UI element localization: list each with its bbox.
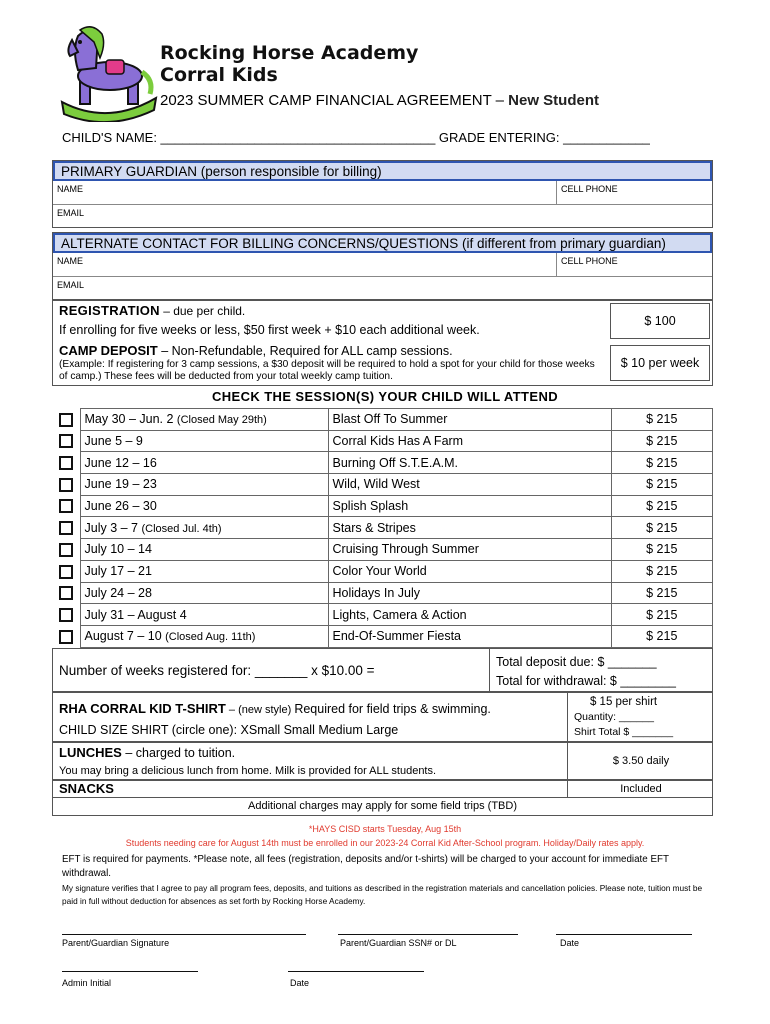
session-checkbox[interactable] (59, 630, 73, 644)
session-camp-name: End-Of-Summer Fiesta (328, 625, 611, 647)
primary-guardian-section (52, 160, 713, 228)
session-row (52, 517, 713, 539)
session-row (52, 409, 713, 431)
admin-initial-line[interactable] (62, 971, 198, 972)
shirt-title (59, 701, 491, 716)
lunches-title (59, 745, 235, 760)
session-checkbox-cell (52, 495, 80, 517)
session-camp-name: Corral Kids Has A Farm (328, 430, 611, 452)
registration-section (52, 300, 713, 386)
session-date: July 24 – 28 (84, 585, 152, 600)
lunches-price: $ 3.50 daily (567, 743, 714, 779)
session-price: $ 215 (611, 582, 713, 604)
session-date-cell (80, 409, 328, 431)
session-row (52, 560, 713, 582)
session-date-cell (80, 495, 328, 517)
session-closed-note: (Closed Aug. 11th) (165, 631, 256, 644)
session-row (52, 495, 713, 517)
alternate-name-field[interactable] (53, 253, 712, 276)
primary-name-field[interactable] (53, 181, 712, 204)
session-checkbox-cell (52, 452, 80, 474)
alternate-name-label: NAME (57, 256, 84, 266)
deposit-price: $ 10 per week (610, 345, 710, 381)
session-date-cell (80, 452, 328, 474)
session-checkbox-cell (52, 560, 80, 582)
session-checkbox[interactable] (59, 499, 73, 513)
registration-price: $ 100 (610, 303, 710, 339)
registration-detail: If enrolling for five weeks or less, $50 first week + $10 each additional week. (59, 323, 480, 337)
session-row (52, 582, 713, 604)
eft-note: EFT is required for payments. *Please note, all fees (registration, deposits and/or t-shirts) will be charged to your account for immediate EFT withdrawal. (62, 854, 669, 879)
shirt-heading: RHA CORRAL KID T-SHIRT (59, 701, 226, 716)
deposit-note: (Example: If registering for 3 camp sessions, a $30 deposit will be required to hold a spot for your child for those weeks of camp.) These fees will be deducted from your total weekly camp tuition. (59, 359, 595, 382)
page-title (160, 92, 599, 109)
additional-charges-note: Additional charges may apply for some field trips (TBD) (52, 798, 713, 816)
session-checkbox[interactable] (59, 478, 73, 492)
session-checkbox-cell (52, 409, 80, 431)
snacks-value: Included (567, 781, 714, 797)
primary-cell-label: CELL PHONE (561, 184, 618, 194)
ssn-label: Parent/Guardian SSN# or DL (340, 938, 457, 948)
session-checkbox[interactable] (59, 543, 73, 557)
session-camp-name: Color Your World (328, 560, 611, 582)
session-date: July 10 – 14 (84, 542, 152, 557)
session-checkbox[interactable] (59, 608, 73, 622)
session-date-cell (80, 604, 328, 626)
registration-heading: REGISTRATION (59, 303, 160, 318)
child-name-grade-line[interactable]: CHILD'S NAME: ______________________________________ GRADE ENTERING: ____________ (62, 130, 650, 145)
session-checkbox-cell (52, 517, 80, 539)
session-row (52, 452, 713, 474)
session-checkbox[interactable] (59, 413, 73, 427)
session-row (52, 430, 713, 452)
session-checkbox[interactable] (59, 586, 73, 600)
shirt-quantity-field[interactable]: Quantity: ______ (574, 711, 654, 723)
snacks-section (52, 780, 713, 798)
rocking-horse-icon (58, 22, 160, 122)
primary-email-field[interactable] (53, 204, 712, 227)
registration-suffix: – due per child. (159, 304, 246, 318)
session-date: July 17 – 21 (84, 564, 152, 579)
session-date: July 31 – August 4 (84, 607, 187, 622)
weeks-registered-field[interactable]: Number of weeks registered for: _______ x $10.00 = (59, 663, 375, 678)
deposit-suffix: – Non-Refundable, Required for ALL camp sessions. (157, 344, 453, 358)
session-date: August 7 – 10 (84, 629, 166, 644)
shirt-required: Required for field trips & swimming. (294, 702, 491, 716)
sessions-table (52, 408, 713, 648)
session-date-cell (80, 517, 328, 539)
session-camp-name: Cruising Through Summer (328, 539, 611, 561)
session-row (52, 625, 713, 647)
date-label-2: Date (290, 978, 310, 988)
shirt-price-cell (567, 693, 679, 741)
session-checkbox-cell (52, 604, 80, 626)
total-deposit-due[interactable]: Total deposit due: $ _______ (496, 655, 657, 669)
subtitle-new-student: New Student (508, 92, 599, 109)
shirt-style: – (new style) (225, 704, 295, 716)
lunches-heading: LUNCHES (59, 745, 122, 760)
parent-signature-line[interactable] (62, 934, 306, 935)
session-row (52, 539, 713, 561)
ssn-line[interactable] (338, 934, 518, 935)
session-checkbox-cell (52, 625, 80, 647)
session-closed-note: (Closed May 29th) (176, 414, 267, 427)
admin-initial-label: Admin Initial (62, 978, 112, 988)
session-price: $ 215 (611, 517, 713, 539)
session-camp-name: Holidays In July (328, 582, 611, 604)
totals-cell (489, 649, 682, 691)
alternate-contact-header: ALTERNATE CONTACT FOR BILLING CONCERNS/QUESTIONS (if different from primary guardian) (53, 233, 712, 253)
shirt-price: $ 15 per shirt (589, 696, 658, 708)
snacks-heading: SNACKS (59, 781, 114, 796)
session-date-cell (80, 582, 328, 604)
session-price: $ 215 (611, 604, 713, 626)
lunches-section (52, 742, 713, 780)
shirt-section (52, 692, 713, 742)
session-checkbox-cell (52, 430, 80, 452)
session-price: $ 215 (611, 452, 713, 474)
session-date: May 30 – Jun. 2 (84, 412, 177, 427)
sessions-title: CHECK THE SESSION(S) YOUR CHILD WILL ATTEND (211, 389, 559, 404)
deposit-title (59, 343, 453, 358)
session-price: $ 215 (611, 625, 713, 647)
session-camp-name: Blast Off To Summer (328, 409, 611, 431)
alternate-contact-section (52, 232, 713, 300)
session-date-cell (80, 560, 328, 582)
brand-name (160, 42, 418, 86)
session-checkbox[interactable] (59, 521, 73, 535)
brand-line-2: Corral Kids (160, 64, 278, 86)
shirt-size-selector[interactable]: CHILD SIZE SHIRT (circle one): XSmall Small Medium Large (59, 723, 399, 737)
session-date-cell (80, 539, 328, 561)
session-camp-name: Splish Splash (328, 495, 611, 517)
session-date: June 26 – 30 (84, 499, 157, 514)
session-price: $ 215 (611, 409, 713, 431)
session-price: $ 215 (611, 474, 713, 496)
alternate-email-label: EMAIL (57, 280, 85, 290)
deposit-heading: CAMP DEPOSIT (59, 343, 158, 358)
date-label-1: Date (560, 938, 580, 948)
brand-line-1: Rocking Horse Academy (160, 42, 419, 64)
primary-cell-field[interactable] (556, 181, 622, 204)
alternate-cell-label: CELL PHONE (561, 256, 618, 266)
alternate-email-field[interactable] (53, 276, 712, 299)
date-line-2[interactable] (288, 971, 424, 972)
date-line-1[interactable] (556, 934, 692, 935)
session-row (52, 474, 713, 496)
session-date-cell (80, 430, 328, 452)
session-checkbox[interactable] (59, 565, 73, 579)
session-date: June 5 – 9 (84, 434, 143, 449)
session-checkbox-cell (52, 582, 80, 604)
alternate-cell-field[interactable] (556, 253, 622, 276)
session-camp-name: Lights, Camera & Action (328, 604, 611, 626)
session-price: $ 215 (611, 430, 713, 452)
signature-agreement: My signature verifies that I agree to pay all program fees, deposits, and tuitions as described in the registration materials and cancellation policies. Please note, tuition must be paid in full without deduction for absences as set forth by Rocking Horse Academy. (62, 883, 703, 906)
session-date: July 3 – 7 (84, 520, 142, 535)
august-care-note: Students needing care for August 14th must be enrolled in our 2023-24 Corral Kid After-School program. Holiday/Daily rates apply. (125, 838, 645, 848)
session-date: June 12 – 16 (84, 455, 157, 470)
session-checkbox-cell (52, 474, 80, 496)
lunches-detail: You may bring a delicious lunch from home. Milk is provided for ALL students. (59, 765, 437, 777)
session-camp-name: Stars & Stripes (328, 517, 611, 539)
session-checkbox[interactable] (59, 434, 73, 448)
shirt-total-field[interactable]: Shirt Total $ _______ (574, 726, 674, 738)
session-price: $ 215 (611, 560, 713, 582)
primary-guardian-header: PRIMARY GUARDIAN (person responsible for billing) (53, 161, 712, 181)
session-price: $ 215 (611, 495, 713, 517)
primary-name-label: NAME (57, 184, 84, 194)
session-closed-note: (Closed Jul. 4th) (141, 522, 222, 535)
session-camp-name: Burning Off S.T.E.A.M. (328, 452, 611, 474)
total-withdrawal[interactable]: Total for withdrawal: $ ________ (496, 674, 676, 688)
weeks-section (52, 648, 713, 692)
lunches-suffix: – charged to tuition. (121, 746, 236, 760)
session-row (52, 604, 713, 626)
session-camp-name: Wild, Wild West (328, 474, 611, 496)
session-date-cell (80, 474, 328, 496)
session-date: June 19 – 23 (84, 477, 157, 492)
primary-email-label: EMAIL (57, 208, 85, 218)
session-checkbox[interactable] (59, 456, 73, 470)
session-price: $ 215 (611, 539, 713, 561)
hays-cisd-note: *HAYS CISD starts Tuesday, Aug 15th (308, 824, 462, 834)
subtitle-main: 2023 SUMMER CAMP FINANCIAL AGREEMENT – (160, 92, 509, 109)
session-checkbox-cell (52, 539, 80, 561)
registration-title (59, 303, 245, 318)
session-date-cell (80, 625, 328, 647)
parent-signature-label: Parent/Guardian Signature (62, 938, 170, 948)
